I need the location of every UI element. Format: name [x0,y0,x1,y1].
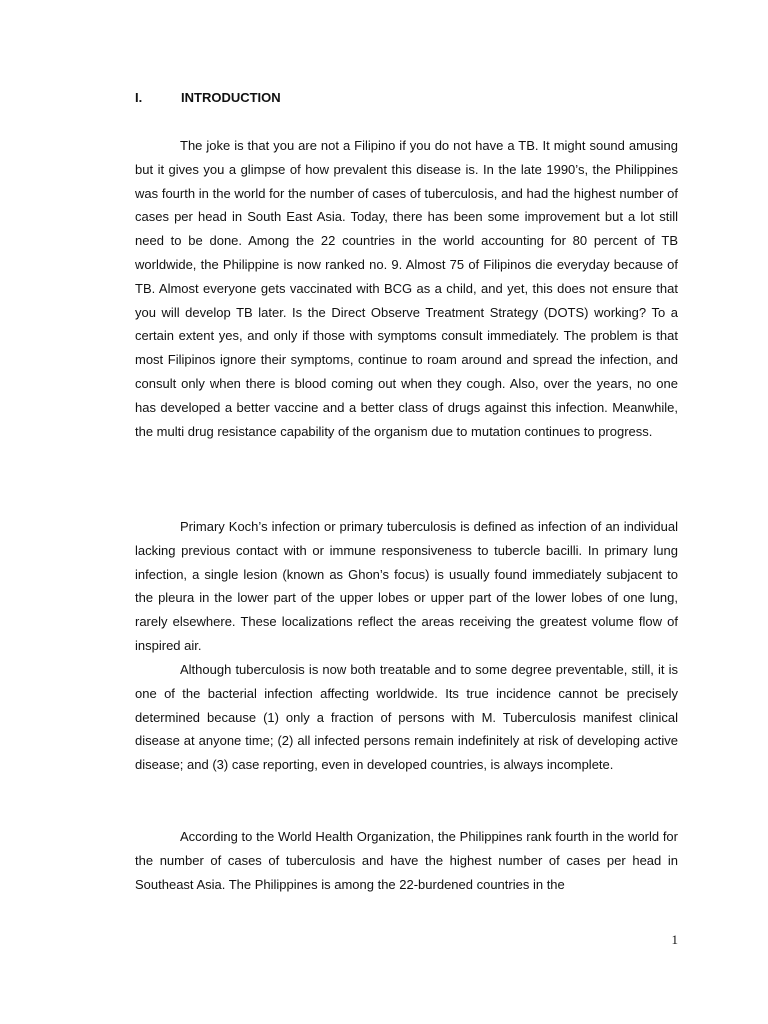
paragraph-who-ranking: According to the World Health Organization, the Philippines rank fourth in the world for the number of cases of tuberculosis and have the highest number of cases per head in Southeast Asia. The Philippines is among the 22-burdened countries in the [135,829,678,892]
section-heading [135,90,281,106]
section-number: I. [135,90,143,105]
paragraph-incidence: Although tuberculosis is now both treatable and to some degree preventable, still, it is one of the bacterial infection affecting worldwide. Its true incidence cannot be precisely determined because (1) only a fraction of persons with M. Tuberculosis manifest clinical disease at anyone time; (2) all infected persons remain indefinitely at risk of developing active disease; and (3) case reporting, even in developed countries, is always incomplete. [135,662,678,773]
page-number: 1 [671,932,678,947]
section-title: INTRODUCTION [181,90,281,105]
paragraph-tb-prevalence: The joke is that you are not a Filipino if you do not have a TB. It might sound amusing but it gives you a glimpse of how prevalent this disease is. In the late 1990’s, the Philippines was fourth in the world for the number of cases of tuberculosis, and had the highest number of cases per head in South East Asia. Today, there has been some improvement but a lot still need to be done. Among the 22 countries in the world accounting for 80 percent of TB worldwide, the Philippine is now ranked no. 9. Almost 75 of Filipinos die everyday because of TB. Almost everyone gets vaccinated with BCG as a child, and yet, this does not ensure that you will develop TB later. Is the Direct Observe Treatment Strategy (DOTS) working? To a certain extent yes, and only if those with symptoms consult immediately. The problem is that most Filipinos ignore their symptoms, continue to roam around and spread the infection, and consult only when there is blood coming out when they cough. Also, over the years, no one has developed a better vaccine and a better class of drugs against this infection. Meanwhile, the multi drug resistance capability of the organism due to mutation continues to progress. [135,138,678,439]
paragraph-primary-infection: Primary Koch’s infection or primary tuberculosis is defined as infection of an individual lacking previous contact with or immune responsiveness to tubercle bacilli. In primary lung infection, a single lesion (known as Ghon’s focus) is usually found immediately subjacent to the pleura in the lower part of the upper lobes or upper part of the lower lobes of one lung, rarely elsewhere. These localizations reflect the areas receiving the greatest volume flow of inspired air. [135,519,678,653]
